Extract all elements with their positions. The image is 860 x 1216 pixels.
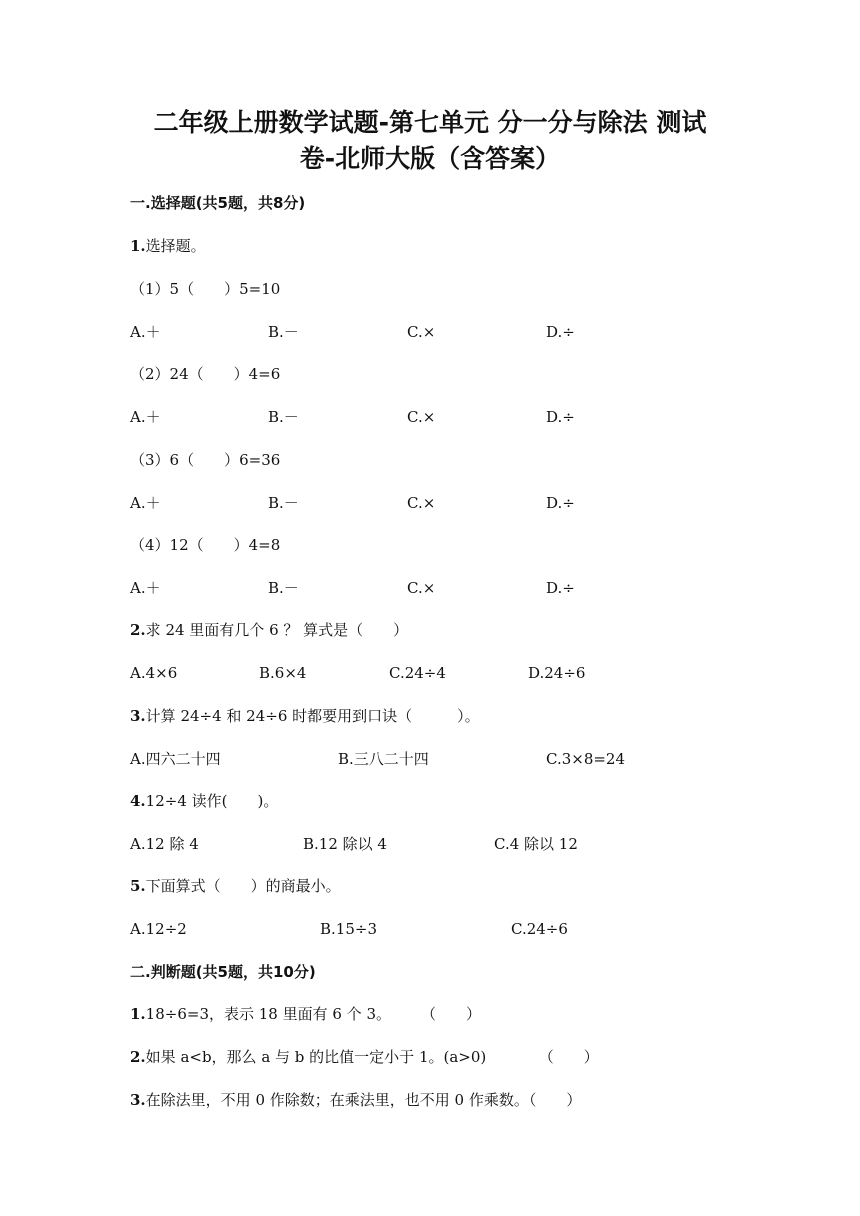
q4-option-b: B.12 除以 4 [303,835,387,853]
q1-sub3-option-c: C.× [407,494,436,512]
q3-option-b: B.三八二十四 [338,750,429,768]
q5-number: 5. [130,877,146,895]
q2-text: 求 24 里面有几个 6 ？ 算式是（ ） [145,621,409,639]
judge-2-text: 如果 a<b，那么 a 与 b 的比值一定小于 1。(a>0) （ ） [145,1048,599,1066]
q1-number: 1. [130,237,146,255]
judge-1-text: 18÷6=3，表示 18 里面有 6 个 3。 （ ） [145,1005,481,1023]
q4-text: 12÷4 读作( )。 [145,792,279,810]
q3-option-c: C.3×8=24 [546,750,626,768]
q1-sub3-stem: （3）6（ ）6=36 [130,451,281,469]
q1-sub1-option-b: B.－ [268,323,299,341]
q1-stem [130,236,206,256]
q5-option-a: A.12÷2 [130,920,187,938]
judge-2-number: 2. [130,1048,146,1066]
q5-text: 下面算式（ ）的商最小。 [145,877,341,895]
judge-item-3 [130,1090,581,1110]
q1-sub2-option-c: C.× [407,408,436,426]
q5-option-b: B.15÷3 [320,920,377,938]
q1-sub3-option-b: B.－ [268,494,299,512]
q2-option-b: B.6×4 [259,664,307,682]
q2-stem [130,620,408,640]
q1-sub2-stem: （2）24（ ）4=6 [130,365,281,383]
judge-1-number: 1. [130,1005,146,1023]
q2-option-d: D.24÷6 [528,664,586,682]
judge-item-2 [130,1047,599,1067]
q2-option-a: A.4×6 [130,664,178,682]
document-title-line2: 卷-北师大版（含答案） [299,144,561,173]
q1-sub2-option-d: D.÷ [546,408,575,426]
judge-item-1 [130,1004,481,1024]
q1-sub3-option-d: D.÷ [546,494,575,512]
section2-heading: 二.判断题(共5题，共10分) [130,963,316,981]
q5-stem [130,876,341,896]
q4-number: 4. [130,792,146,810]
q1-sub2-option-b: B.－ [268,408,299,426]
q1-sub1-option-c: C.× [407,323,436,341]
q4-stem [130,791,278,811]
q4-option-c: C.4 除以 12 [494,835,578,853]
q4-option-a: A.12 除 4 [130,835,199,853]
q1-sub1-stem: （1）5（ ）5=10 [130,280,281,298]
document-title-line1: 二年级上册数学试题-第七单元 分一分与除法 测试 [153,108,707,137]
q2-number: 2. [130,621,146,639]
section1-heading: 一.选择题(共5题，共8分) [130,194,306,212]
q3-stem [130,706,480,726]
q1-sub4-option-c: C.× [407,579,436,597]
q1-sub4-option-a: A.＋ [130,579,161,597]
q1-sub4-option-d: D.÷ [546,579,575,597]
q1-sub2-option-a: A.＋ [130,408,161,426]
q5-option-c: C.24÷6 [511,920,568,938]
q2-option-c: C.24÷4 [389,664,446,682]
q3-number: 3. [130,707,146,725]
judge-3-text: 在除法里，不用 0 作除数；在乘法里，也不用 0 作乘数。（ ） [145,1091,582,1109]
q3-text: 计算 24÷4 和 24÷6 时都要用到口诀（ ）。 [145,707,480,725]
q3-option-a: A.四六二十四 [130,750,221,768]
q1-sub3-option-a: A.＋ [130,494,161,512]
q1-sub1-option-a: A.＋ [130,323,161,341]
q1-sub4-stem: （4）12（ ）4=8 [130,536,281,554]
q1-text: 选择题。 [145,237,206,255]
q1-sub1-option-d: D.÷ [546,323,575,341]
q1-sub4-option-b: B.－ [268,579,299,597]
judge-3-number: 3. [130,1091,146,1109]
